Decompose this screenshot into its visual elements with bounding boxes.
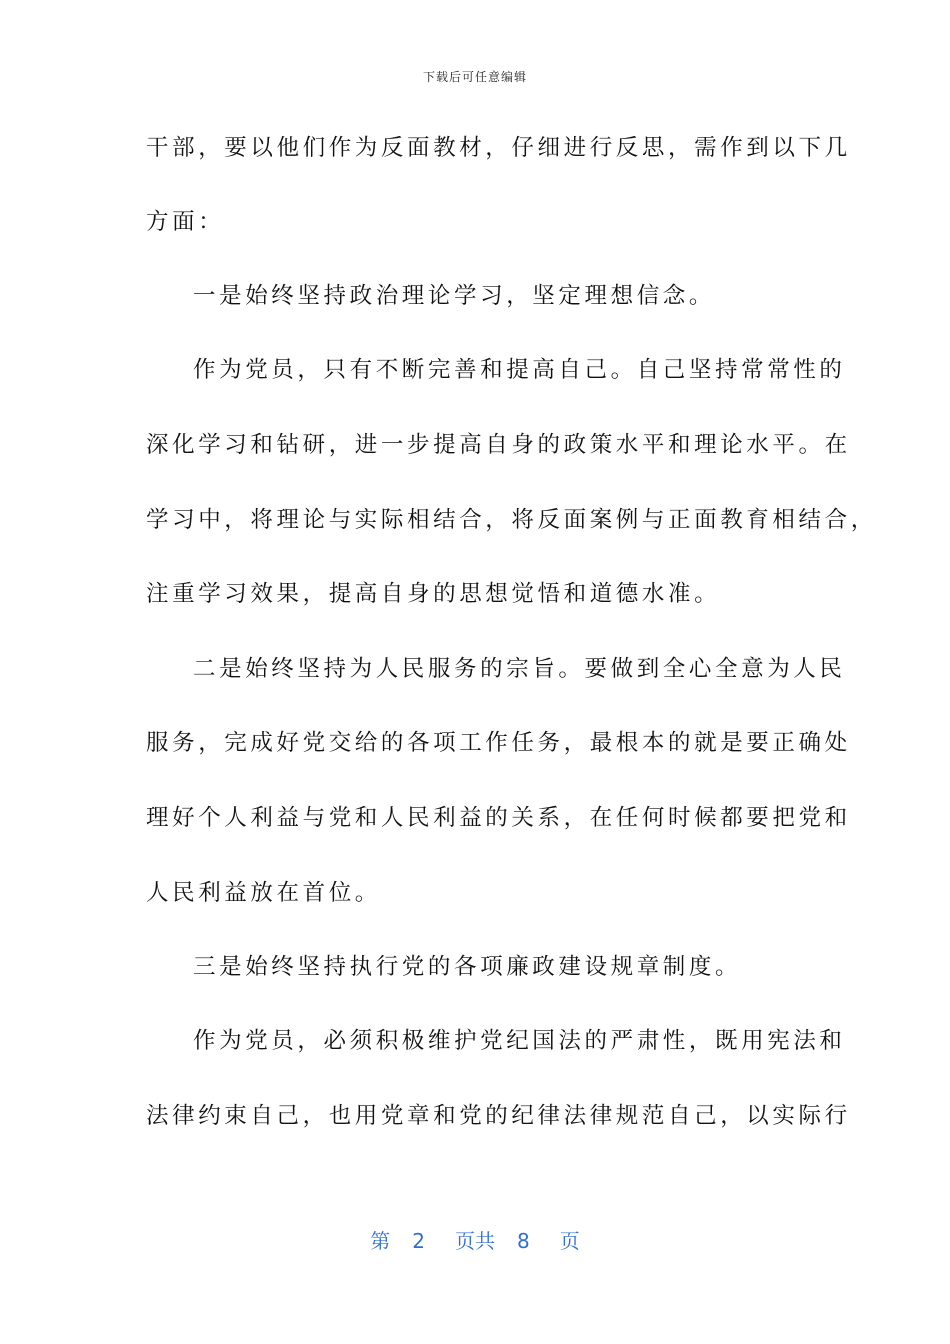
paragraph-heading: 二是始终坚持为人民服务的宗旨。要做到全心全意为人民	[193, 656, 846, 682]
text-line: 注重学习效果，提高自身的思想觉悟和道德水准。	[146, 581, 721, 607]
text-line: 干部，要以他们作为反面教材，仔细进行反思，需作到以下几	[146, 135, 851, 161]
text-line: 深化学习和钻研，进一步提高自身的政策水平和理论水平。在	[146, 432, 851, 458]
footer-middle: 页共	[455, 1229, 495, 1253]
paragraph-heading: 一是始终坚持政治理论学习，坚定理想信念。	[193, 283, 716, 309]
text-line: 人民利益放在首位。	[146, 880, 381, 906]
page-footer	[0, 1225, 950, 1254]
text-line: 理好个人利益与党和人民利益的关系，在任何时候都要把党和	[146, 805, 851, 831]
text-line: 学习中，将理论与实际相结合，将反面案例与正面教育相结合，	[146, 507, 877, 533]
text-line: 方面：	[146, 209, 225, 235]
text-line: 作为党员，只有不断完善和提高自己。自己坚持常常性的	[193, 357, 846, 383]
footer-suffix: 页	[559, 1229, 580, 1253]
footer-total-pages: 8	[517, 1229, 530, 1253]
footer-prefix: 第	[370, 1229, 391, 1253]
header-note: 下载后可任意编辑	[422, 70, 527, 84]
paragraph-heading: 三是始终坚持执行党的各项廉政建设规章制度。	[193, 954, 742, 980]
text-line: 法律约束自己，也用党章和党的纪律法律规范自己，以实际行	[146, 1103, 851, 1129]
text-line: 服务，完成好党交给的各项工作任务，最根本的就是要正确处	[146, 730, 851, 756]
text-line: 作为党员，必须积极维护党纪国法的严肃性，既用宪法和	[193, 1028, 846, 1054]
footer-page-number: 2	[412, 1229, 425, 1253]
